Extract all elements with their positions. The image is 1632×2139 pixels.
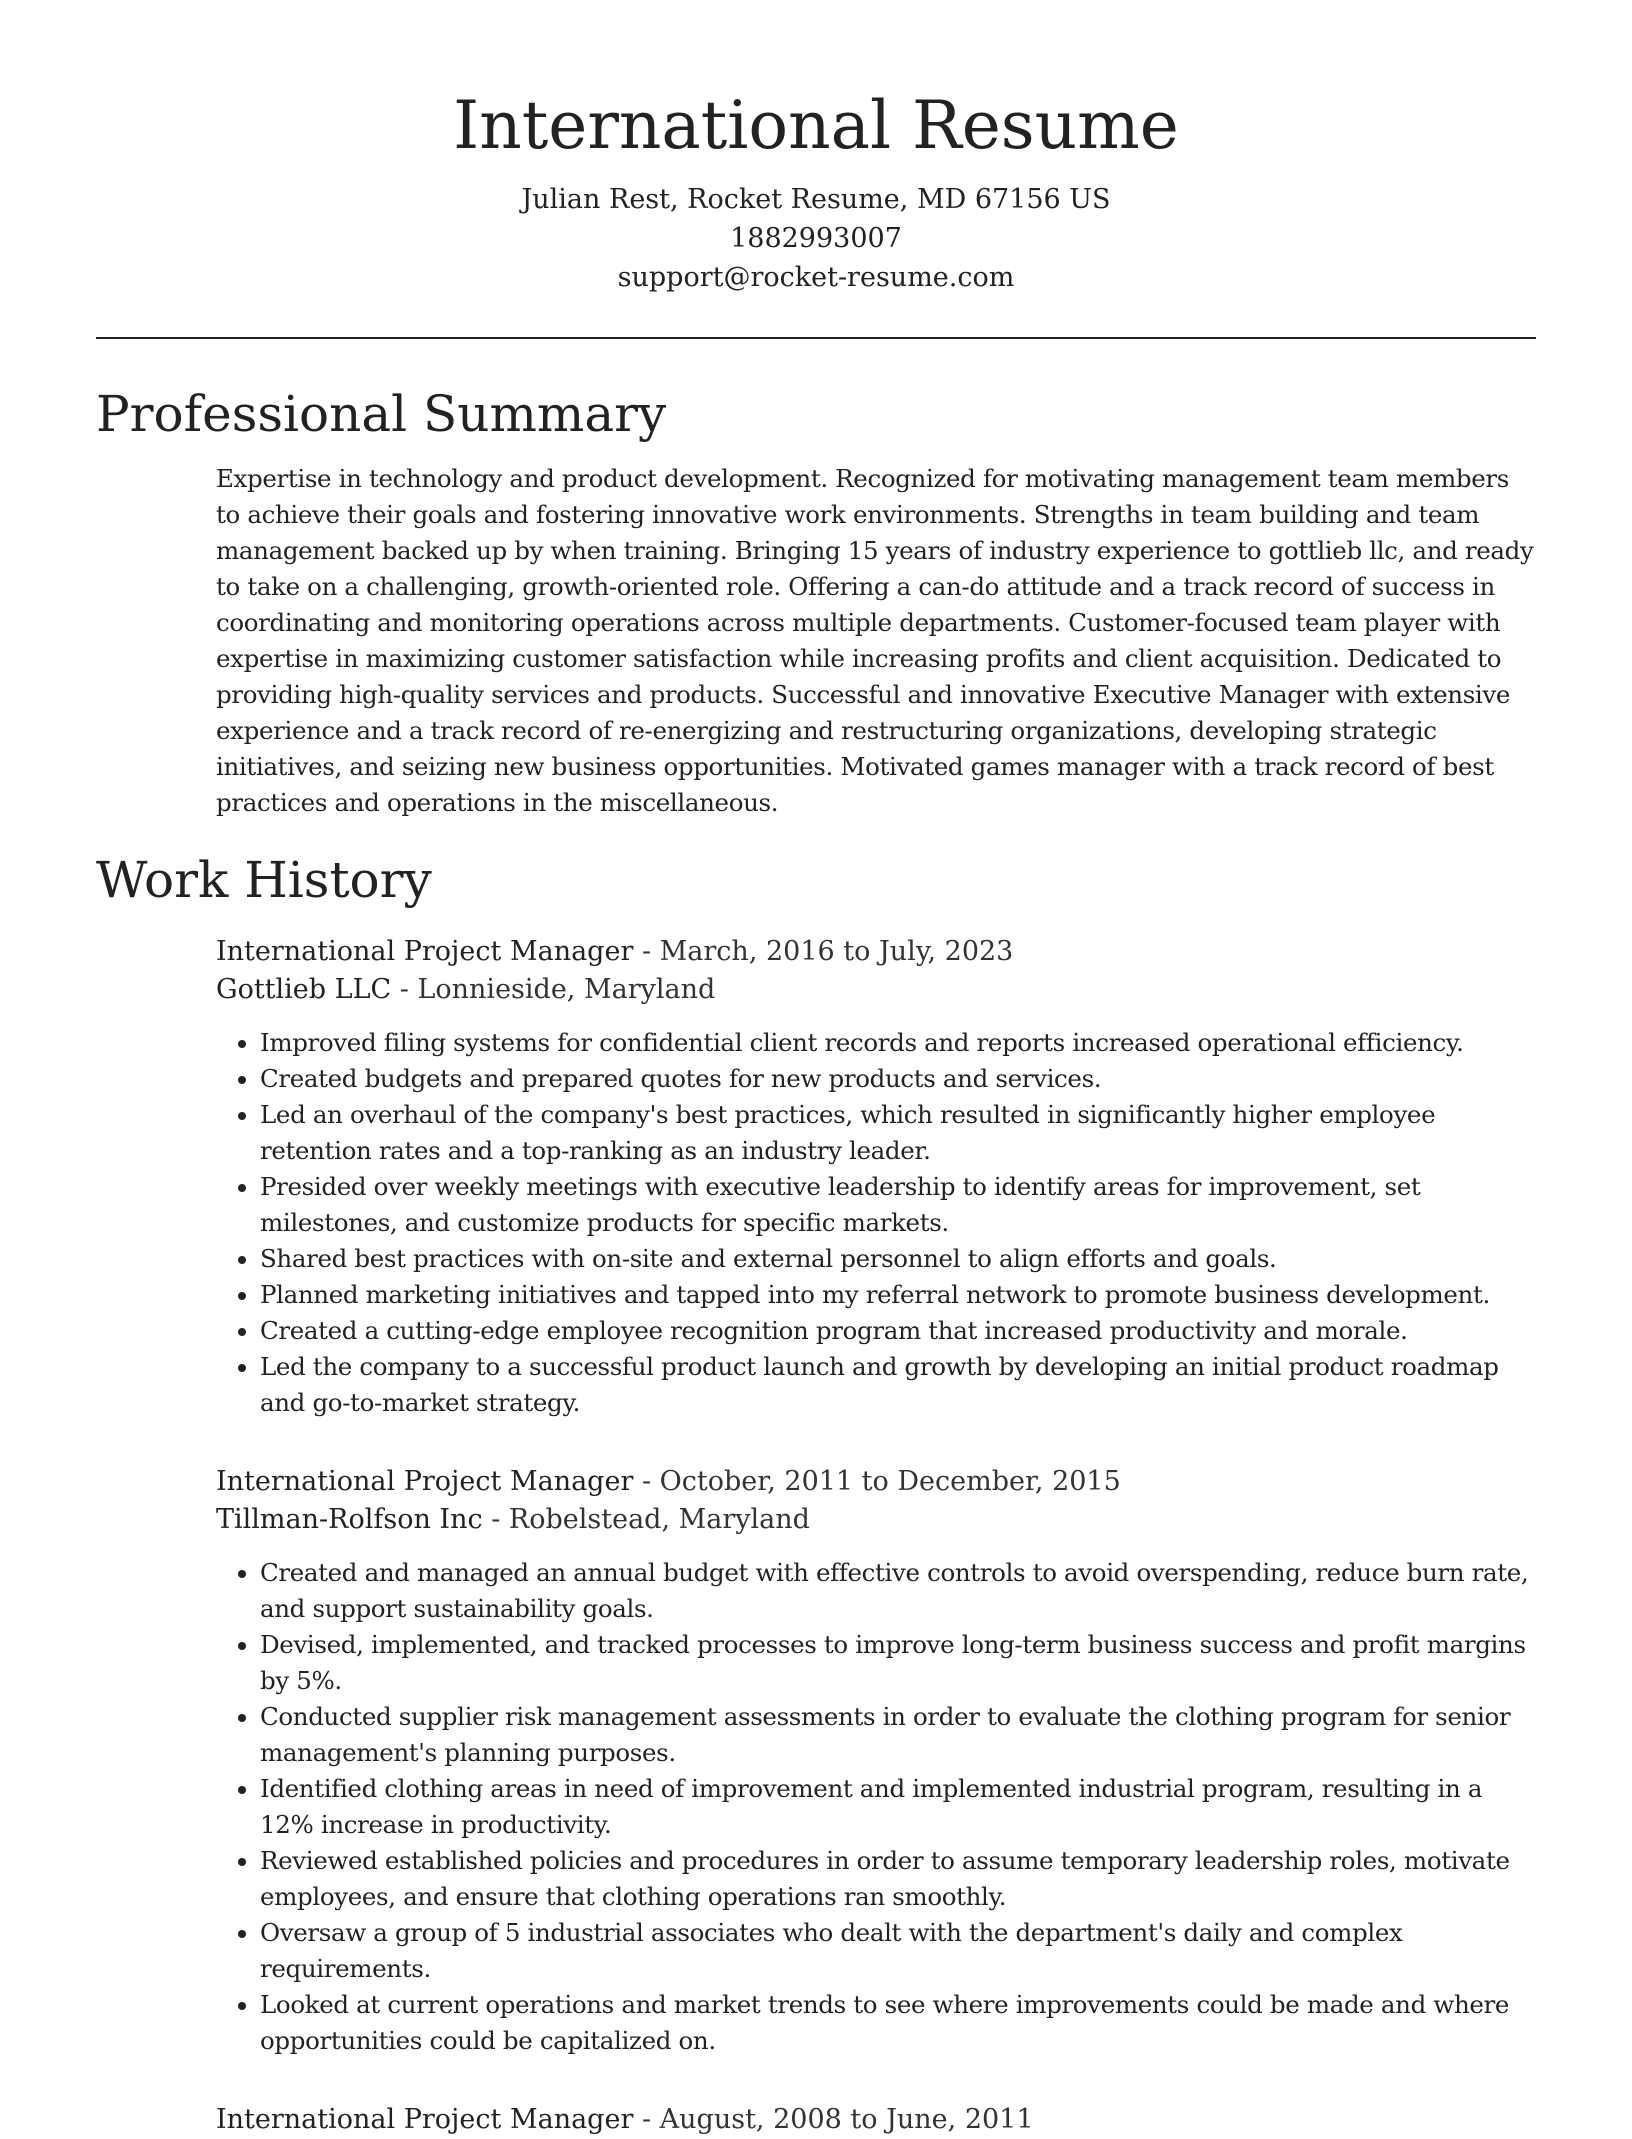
job-bullet: • Identified clothing areas in need of improvement and implemented industrial program, resulting in a 12% increase in productivity. [260, 1771, 1536, 1843]
summary-heading: Professional Summary [96, 385, 667, 443]
job-bullet: • Reviewed established policies and procedures in order to assume temporary leadership roles, motivate employees, and ensure that clothing operations ran smoothly. [260, 1843, 1536, 1915]
job-bullet: • Devised, implemented, and tracked processes to improve long-term business success and profit margins by 5%. [260, 1627, 1536, 1699]
job-bullet: • Created and managed an annual budget with effective controls to avoid overspending, reduce burn rate, and support sustainability goals. [260, 1555, 1536, 1627]
job-title-line: International Project Manager - October, 2011 to December, 2015 [216, 1466, 1121, 1497]
job-title: International Project Manager [216, 936, 634, 967]
job-company-line: Gottlieb LLC - Lonnieside, Maryland [216, 974, 716, 1005]
job-bullets [216, 1555, 1536, 2059]
job-entry [216, 2101, 1536, 2139]
job-bullet: • Planned marketing initiatives and tapped into my referral network to promote business development. [260, 1277, 1536, 1313]
job-bullet: • Presided over weekly meetings with executive leadership to identify areas for improvement, set milestones, and customize products for specific markets. [260, 1169, 1536, 1241]
contact-address: Julian Rest, Rocket Resume, MD 67156 US [521, 184, 1111, 215]
resume-title: International Resume [453, 87, 1179, 164]
job-bullets [216, 1025, 1536, 1421]
job-bullet: • Oversaw a group of 5 industrial associates who dealt with the department's daily and complex requirements. [260, 1915, 1536, 1987]
job-bullet: • Led an overhaul of the company's best practices, which resulted in significantly higher employee retention rates and a top-ranking as an industry leader. [260, 1097, 1536, 1169]
job-location: Robelstead, Maryland [508, 1504, 810, 1535]
job-bullet: • Looked at current operations and market trends to see where improvements could be made and where opportunities could be capitalized on. [260, 1987, 1536, 2059]
job-location: Lonnieside, Maryland [417, 974, 716, 1005]
job-company: Tillman-Rolfson Inc [216, 1504, 483, 1535]
header-divider [96, 337, 1536, 339]
contact-email: support@rocket-resume.com [617, 262, 1015, 293]
job-title: International Project Manager [216, 1466, 634, 1497]
job-entry [216, 1463, 1536, 2059]
job-dates: August, 2008 to June, 2011 [659, 2104, 1034, 2135]
job-dates: March, 2016 to July, 2023 [659, 936, 1014, 967]
job-bullet: • Led the company to a successful product launch and growth by developing an initial product roadmap and go-to-market strategy. [260, 1349, 1536, 1421]
job-bullet: • Improved filing systems for confidential client records and reports increased operational efficiency. [260, 1025, 1536, 1061]
contact-phone: 1882993007 [730, 223, 902, 254]
job-dates: October, 2011 to December, 2015 [659, 1466, 1121, 1497]
job-title: International Project Manager [216, 2104, 634, 2135]
job-company-line: Tillman-Rolfson Inc - Robelstead, Maryland [216, 1504, 810, 1535]
summary-section [216, 461, 1536, 821]
contact-block [96, 180, 1536, 297]
job-company: Gottlieb LLC [216, 974, 392, 1005]
job-bullet: • Conducted supplier risk management assessments in order to evaluate the clothing program for senior management's planning purposes. [260, 1699, 1536, 1771]
job-title-line: International Project Manager - August, 2008 to June, 2011 [216, 2104, 1034, 2135]
summary-text: Expertise in technology and product development. Recognized for motivating management team members to achieve their goals and fostering innovative work environments. Strengths in team building and team management backed up by when training. Bringing 15 years of industry experience to gottlieb llc, and ready to take on a challenging, growth-oriented role. Offering a can-do attitude and a track record of success in coordinating and monitoring operations across multiple departments. Customer-focused team player with expertise in maximizing customer satisfaction while increasing profits and client acquisition. Dedicated to providing high-quality services and products. Successful and innovative Executive Manager with extensive experience and a track record of re-energizing and restructuring organizations, developing strategic initiatives, and seizing new business opportunities. Motivated games manager with a track record of best practices and operations in the miscellaneous. [216, 464, 1534, 817]
job-bullet: • Created budgets and prepared quotes for new products and services. [260, 1061, 1536, 1097]
work-history-heading: Work History [96, 851, 432, 909]
resume-page [96, 0, 1536, 2139]
resume-header [96, 0, 1536, 297]
job-entry [216, 933, 1536, 1421]
job-bullet: • Shared best practices with on-site and external personnel to align efforts and goals. [260, 1241, 1536, 1277]
work-history-section [216, 933, 1536, 2139]
job-title-line: International Project Manager - March, 2016 to July, 2023 [216, 936, 1014, 967]
job-bullet: • Created a cutting-edge employee recognition program that increased productivity and morale. [260, 1313, 1536, 1349]
